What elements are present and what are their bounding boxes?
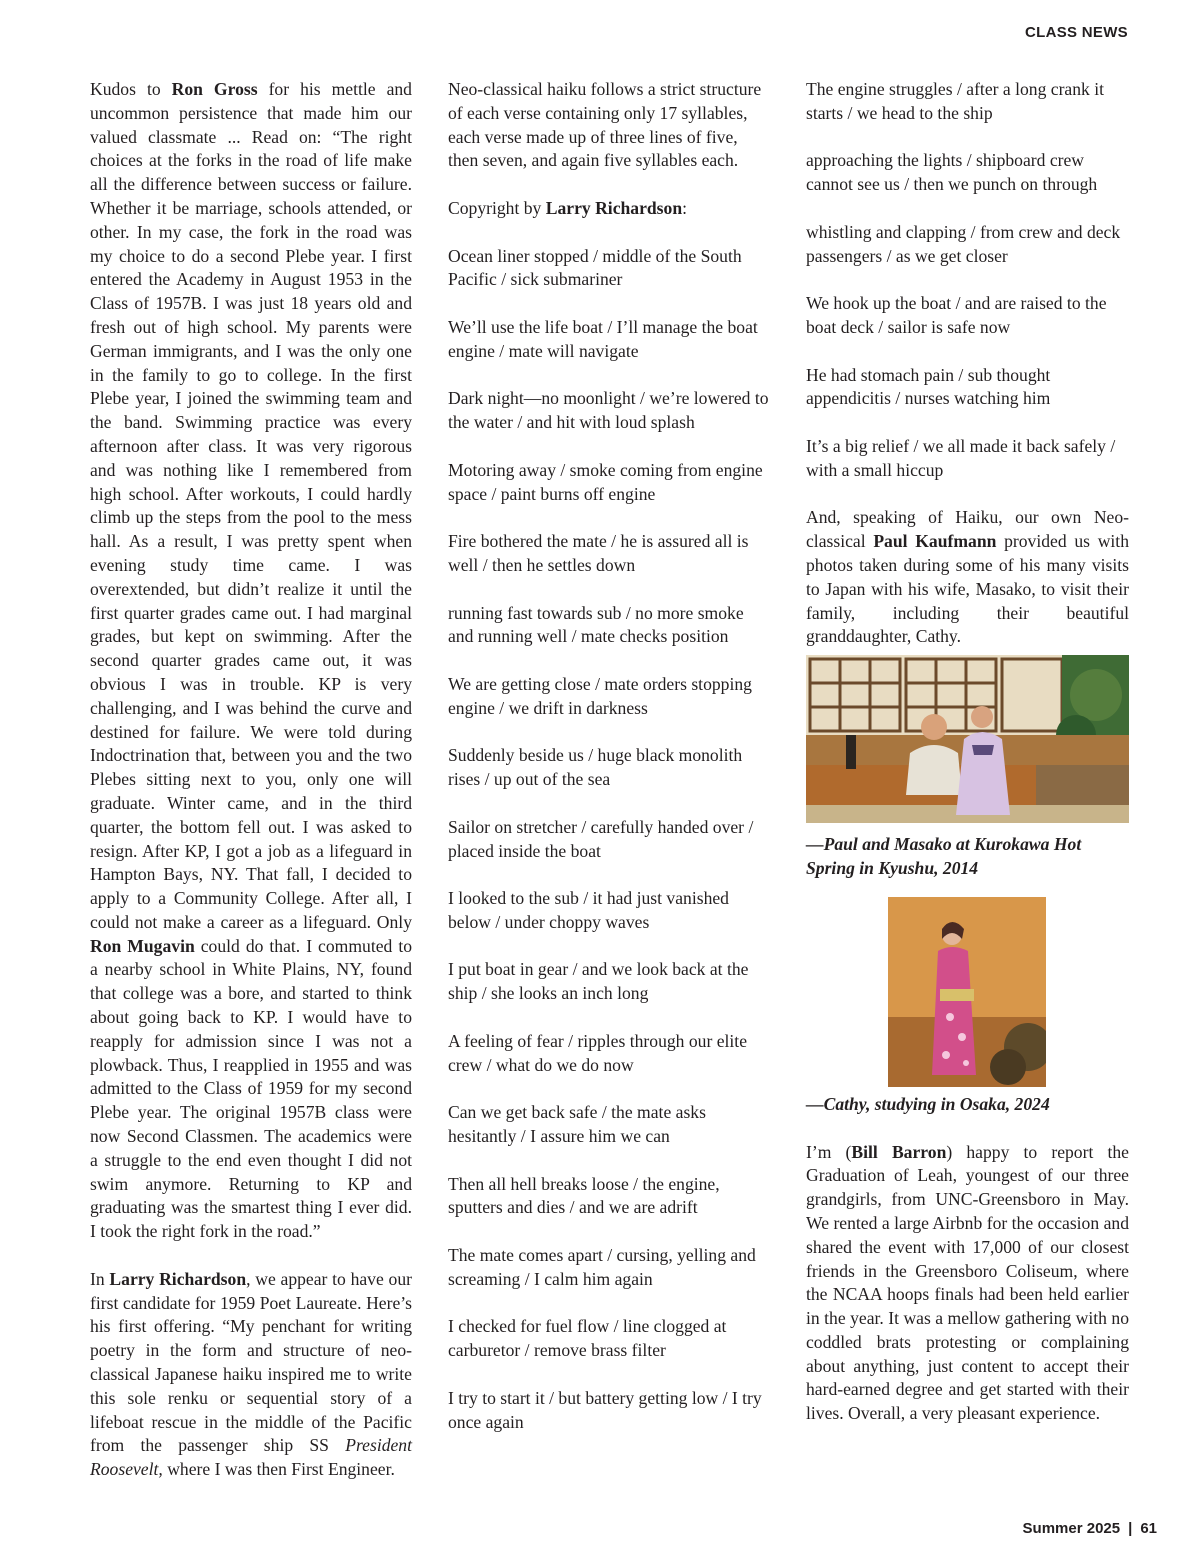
haiku-verse: We are getting close / mate orders stopping engine / we drift in darkness (448, 673, 752, 718)
name-ron-mugavin: Ron Mugavin (90, 935, 195, 956)
haiku-verse: Then all hell breaks loose / the engine, sputters and dies / and we are adrift (448, 1173, 720, 1218)
haiku-verse: Dark night—no moonlight / we’re lowered to the water / and hit with loud splash (448, 388, 769, 433)
column-middle (448, 78, 771, 1458)
haiku-verse: We hook up the boat / and are raised to the boat deck / sailor is safe now (806, 293, 1107, 337)
photo-cathy (888, 897, 1046, 1087)
haiku-verse: The engine struggles / after a long crank it starts / we head to the ship (806, 79, 1105, 123)
name-copyright-larry: Larry Richardson (545, 197, 683, 218)
haiku-verse: Sailor on stretcher / carefully handed over / placed inside the boat (448, 816, 754, 861)
haiku-verse: The mate comes apart / cursing, yelling and screaming / I calm him again (448, 1245, 756, 1289)
column-right (806, 78, 1129, 1450)
ron-gross-paragraph: Kudos to Ron Gross for his mettle and uncommon persistence that made him our valued classmate ... Read on: “The right choices at the forks in the road of life make all the difference between success or failure. Whether it be marriage, schools attended, or other. In my case, the fork in the road was my choice to do a second Plebe year. I first entered the Academy in August 1953 in the Class of 1957B. I was just 18 years old and fresh out of high school. My parents were German immigrants, and I was the only one in the family to go to college. In the first Plebe year, I joined the swimming team and the band. Swimming practice was every afternoon after class. It was very rigorous and was nothing like I remembered from high school. After workouts, I could hardly climb up the steps from the pool to the mess hall. As a result, I was pretty spent when evening study time came. I was overextended, but didn’t realize it until the first quarter grades came out. I had marginal grades, but kept on swimming. After the second quarter grades came out, it was obvious I was in trouble. KP is very challenging, and I was behind the curve and destined for failure. We were told during Indoctrination that, between you and the two Plebes sitting next to you, only one will graduate. Winter came, and in the third quarter, the bottom fell out. I was asked to resign. After KP, I got a job as a lifeguard in Hampton Bays, NY. That fall, I decided to apply to a Community College. After all, I could not make a career as a lifeguard. Only Ron Mugavin could do that. I commuted to a nearby school in White Plains, NY, found that college was a bore, and started to think about going back to KP. I would have to reapply for admission since I was not a plowback. Thus, I reapplied in 1955 and was admitted to the Class of 1959 for my second Plebe year. The original 1957B class were now Second Classmen. The academics were a struggle to the end even thought I did not swim anymore. Returning to KP and graduating was the smartest thing I ever did. I took the right fork in the road.” (90, 79, 413, 1242)
bill-barron-paragraph: I’m (Bill Barron) happy to report the Graduation of Leah, youngest of our three grandgirls, from UNC-Greensboro in May. We rented a large Airbnb for the occasion and shared the event with 17,000 of our closest friends in the Greensboro Coliseum, where the NCAA hoops finals had been held earlier in the year. It was a mellow gathering with no coddled brats protesting or complaining about anything, just content to accept their hard-earned degree and get started with their lives. Overall, a very pleasant experience. (806, 1141, 1129, 1424)
photo-caption-1: —Paul and Masako at Kurokawa Hot Spring in Kyushu, 2014 (806, 834, 1082, 878)
haiku-verse: He had stomach pain / sub thought appendicitis / nurses watching him (806, 364, 1051, 409)
name-larry-richardson: Larry Richardson (109, 1268, 247, 1289)
issue-label: Summer 2025 (1022, 1520, 1121, 1537)
larry-richardson-paragraph: In Larry Richardson, we appear to have our first candidate for 1959 Poet Laureate. Here’s his first offering. “My penchant for writing poetry in the form and structure of neo-classical Japanese haiku inspired me to write this sole renku or sequential story of a lifeboat rescue in the middle of the Pacific from the passenger ship SS President Roosevelt, where I was then First Engineer. (90, 1268, 412, 1480)
haiku-verse: Fire bothered the mate / he is assured all is well / then he settles down (448, 531, 749, 575)
name-bill-barron: Bill Barron (851, 1141, 947, 1162)
haiku-verse: approaching the lights / shipboard crew cannot see us / then we punch on through (806, 150, 1098, 195)
page-number: 61 (1140, 1520, 1157, 1537)
haiku-verse: whistling and clapping / from crew and deck passengers / as we get closer (806, 221, 1121, 266)
haiku-intro: Neo-classical haiku follows a strict structure of each verse containing only 17 syllables, each verse made up of three lines of five, then seven, and again five syllables each. (448, 79, 762, 171)
haiku-verse: running fast towards sub / no more smoke and running well / mate checks position (448, 602, 744, 647)
ship-name: President Roosevelt, (90, 1435, 412, 1480)
haiku-verse: I looked to the sub / it had just vanished below / under choppy waves (448, 888, 729, 932)
haiku-verse: Ocean liner stopped / middle of the South Pacific / sick submariner (448, 245, 742, 290)
photo-caption-2: —Cathy, studying in Osaka, 2024 (806, 1093, 1050, 1114)
haiku-verse: I put boat in gear / and we look back at the ship / she looks an inch long (448, 959, 749, 1004)
haiku-verse: Suddenly beside us / huge black monolith rises / up out of the sea (448, 745, 743, 790)
paul-kaufmann-paragraph: And, speaking of Haiku, our own Neo-classical Paul Kaufmann provided us with photos taken during some of his many visits to Japan with his wife, Masako, to visit their family, including their beautiful granddaughter, Cathy. (806, 507, 1129, 647)
photo-paul-and-masako (806, 655, 1129, 823)
page-footer (1023, 1520, 1157, 1537)
copyright-line: Copyright by Larry Richardson: (448, 197, 687, 218)
haiku-verse: A feeling of fear / ripples through our elite crew / what do we do now (448, 1030, 747, 1075)
name-ron-gross: Ron Gross (171, 79, 258, 99)
footer-separator: | (1128, 1520, 1133, 1537)
section-label: CLASS NEWS (1024, 24, 1128, 41)
haiku-verse: We’ll use the life boat / I’ll manage the boat engine / mate will navigate (448, 316, 758, 361)
haiku-verse: It’s a big relief / we all made it back safely / with a small hiccup (806, 435, 1116, 480)
name-paul-kaufmann: Paul Kaufmann (873, 531, 997, 552)
haiku-verse: I try to start it / but battery getting low / I try once again (448, 1387, 762, 1432)
haiku-verse: I checked for fuel flow / line clogged at carburetor / remove brass filter (448, 1316, 727, 1361)
column-left (90, 78, 412, 1506)
haiku-verse: Motoring away / smoke coming from engine space / paint burns off engine (448, 459, 763, 504)
haiku-verse: Can we get back safe / the mate asks hesitantly / I assure him we can (448, 1102, 706, 1147)
